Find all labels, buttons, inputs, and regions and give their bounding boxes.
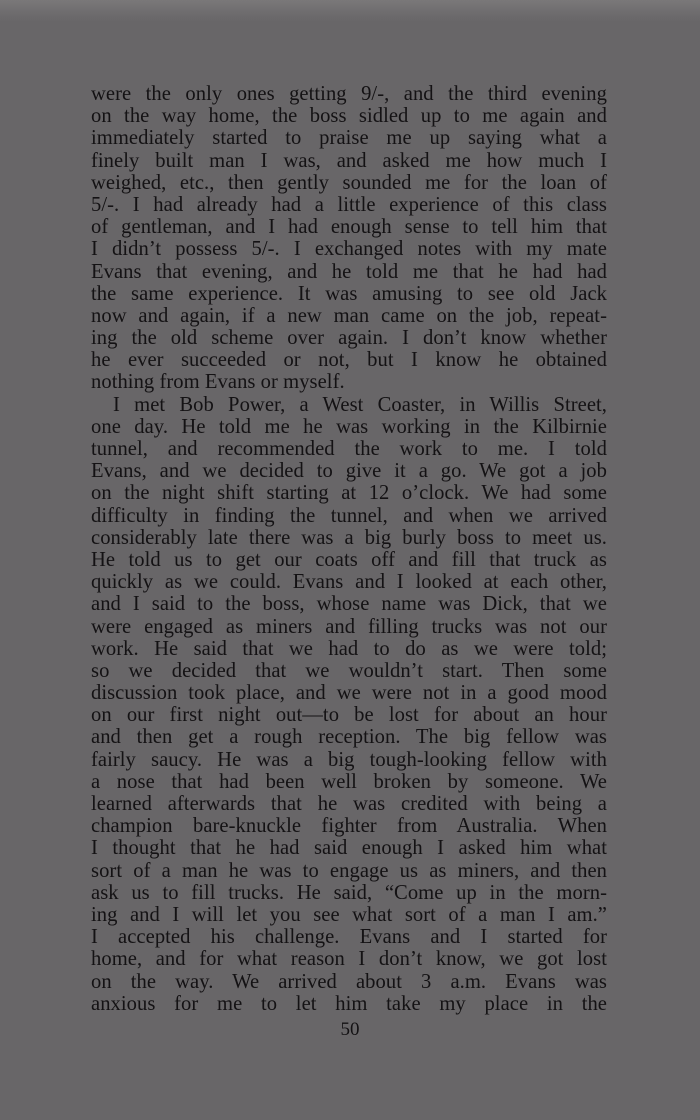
text-line: one day. He told me he was working in the Kilbirnie <box>91 415 607 438</box>
text-line: on the way. We arrived about 3 a.m. Evans was <box>91 970 607 993</box>
text-line: and I said to the boss, whose name was Dick, that we <box>91 593 607 616</box>
text-line: I didn’t possess 5/-. I exchanged notes with my mate <box>91 238 607 261</box>
text-line: champion bare-knuckle fighter from Australia. When <box>91 815 607 838</box>
text-line: 5/-. I had already had a little experience of this class <box>91 193 607 216</box>
text-line: on the night shift starting at 12 o’clock. We had some <box>91 482 607 505</box>
text-line: I thought that he had said enough I asked him what <box>91 837 607 860</box>
text-line: a nose that had been well broken by someone. We <box>91 770 607 793</box>
text-line: learned afterwards that he was credited with being a <box>91 793 607 815</box>
text-line: He told us to get our coats off and fill that truck as <box>91 548 607 571</box>
text-line: the same experience. It was amusing to see old Jack <box>91 282 607 305</box>
text-line: difficulty in finding the tunnel, and when we arrived <box>91 504 607 527</box>
text-line: anxious for me to let him take my place in the <box>91 992 607 1015</box>
text-line: on our first night out—to be lost for about an hour <box>91 704 607 727</box>
text-line: immediately started to praise me up saying what a <box>91 127 607 150</box>
text-line: sort of a man he was to engage us as miners, and then <box>91 859 607 882</box>
text-line: ing the old scheme over again. I don’t know whether <box>91 327 607 350</box>
text-line: Evans, and we decided to give it a go. We got a job <box>91 460 607 483</box>
text-line: were the only ones getting 9/-, and the third evening <box>91 83 607 105</box>
text-line: so we decided that we wouldn’t start. Then some <box>91 659 607 682</box>
body-text <box>91 83 607 1015</box>
text-line: and then get a rough reception. The big fellow was <box>91 726 607 749</box>
text-line: finely built man I was, and asked me how much I <box>91 149 607 172</box>
page-top-edge <box>0 0 700 22</box>
text-line: work. He said that we had to do as we were told; <box>91 637 607 660</box>
text-line: weighed, etc., then gently sounded me for the loan of <box>91 171 607 194</box>
text-line: he ever succeeded or not, but I know he obtained <box>91 349 607 372</box>
text-line: fairly saucy. He was a big tough-looking fellow with <box>91 748 607 771</box>
text-line: quickly as we could. Evans and I looked at each other, <box>91 571 607 594</box>
text-line: tunnel, and recommended the work to me. I told <box>91 438 607 460</box>
text-line: ask us to fill trucks. He said, “Come up in the morn- <box>91 881 607 904</box>
paragraph-end-line: nothing from Evans or myself. <box>91 371 345 394</box>
text-line: of gentleman, and I had enough sense to tell him that <box>91 216 607 239</box>
text-line: now and again, if a new man came on the job, repeat- <box>91 304 607 327</box>
text-line: discussion took place, and we were not in a good mood <box>91 682 607 705</box>
text-line: on the way home, the boss sidled up to me again and <box>91 105 607 128</box>
text-line: I accepted his challenge. Evans and I started for <box>91 926 607 949</box>
text-line: ing and I will let you see what sort of a man I am.” <box>91 903 607 926</box>
text-line: were engaged as miners and filling trucks was not our <box>91 615 607 638</box>
paragraph-start-line: I met Bob Power, a West Coaster, in Willis Street, <box>113 393 607 416</box>
text-line: considerably late there was a big burly boss to meet us. <box>91 526 607 549</box>
text-line: Evans that evening, and he told me that he had had <box>91 260 607 283</box>
text-line: home, and for what reason I don’t know, we got lost <box>91 948 607 971</box>
page-number: 50 <box>340 1019 360 1040</box>
